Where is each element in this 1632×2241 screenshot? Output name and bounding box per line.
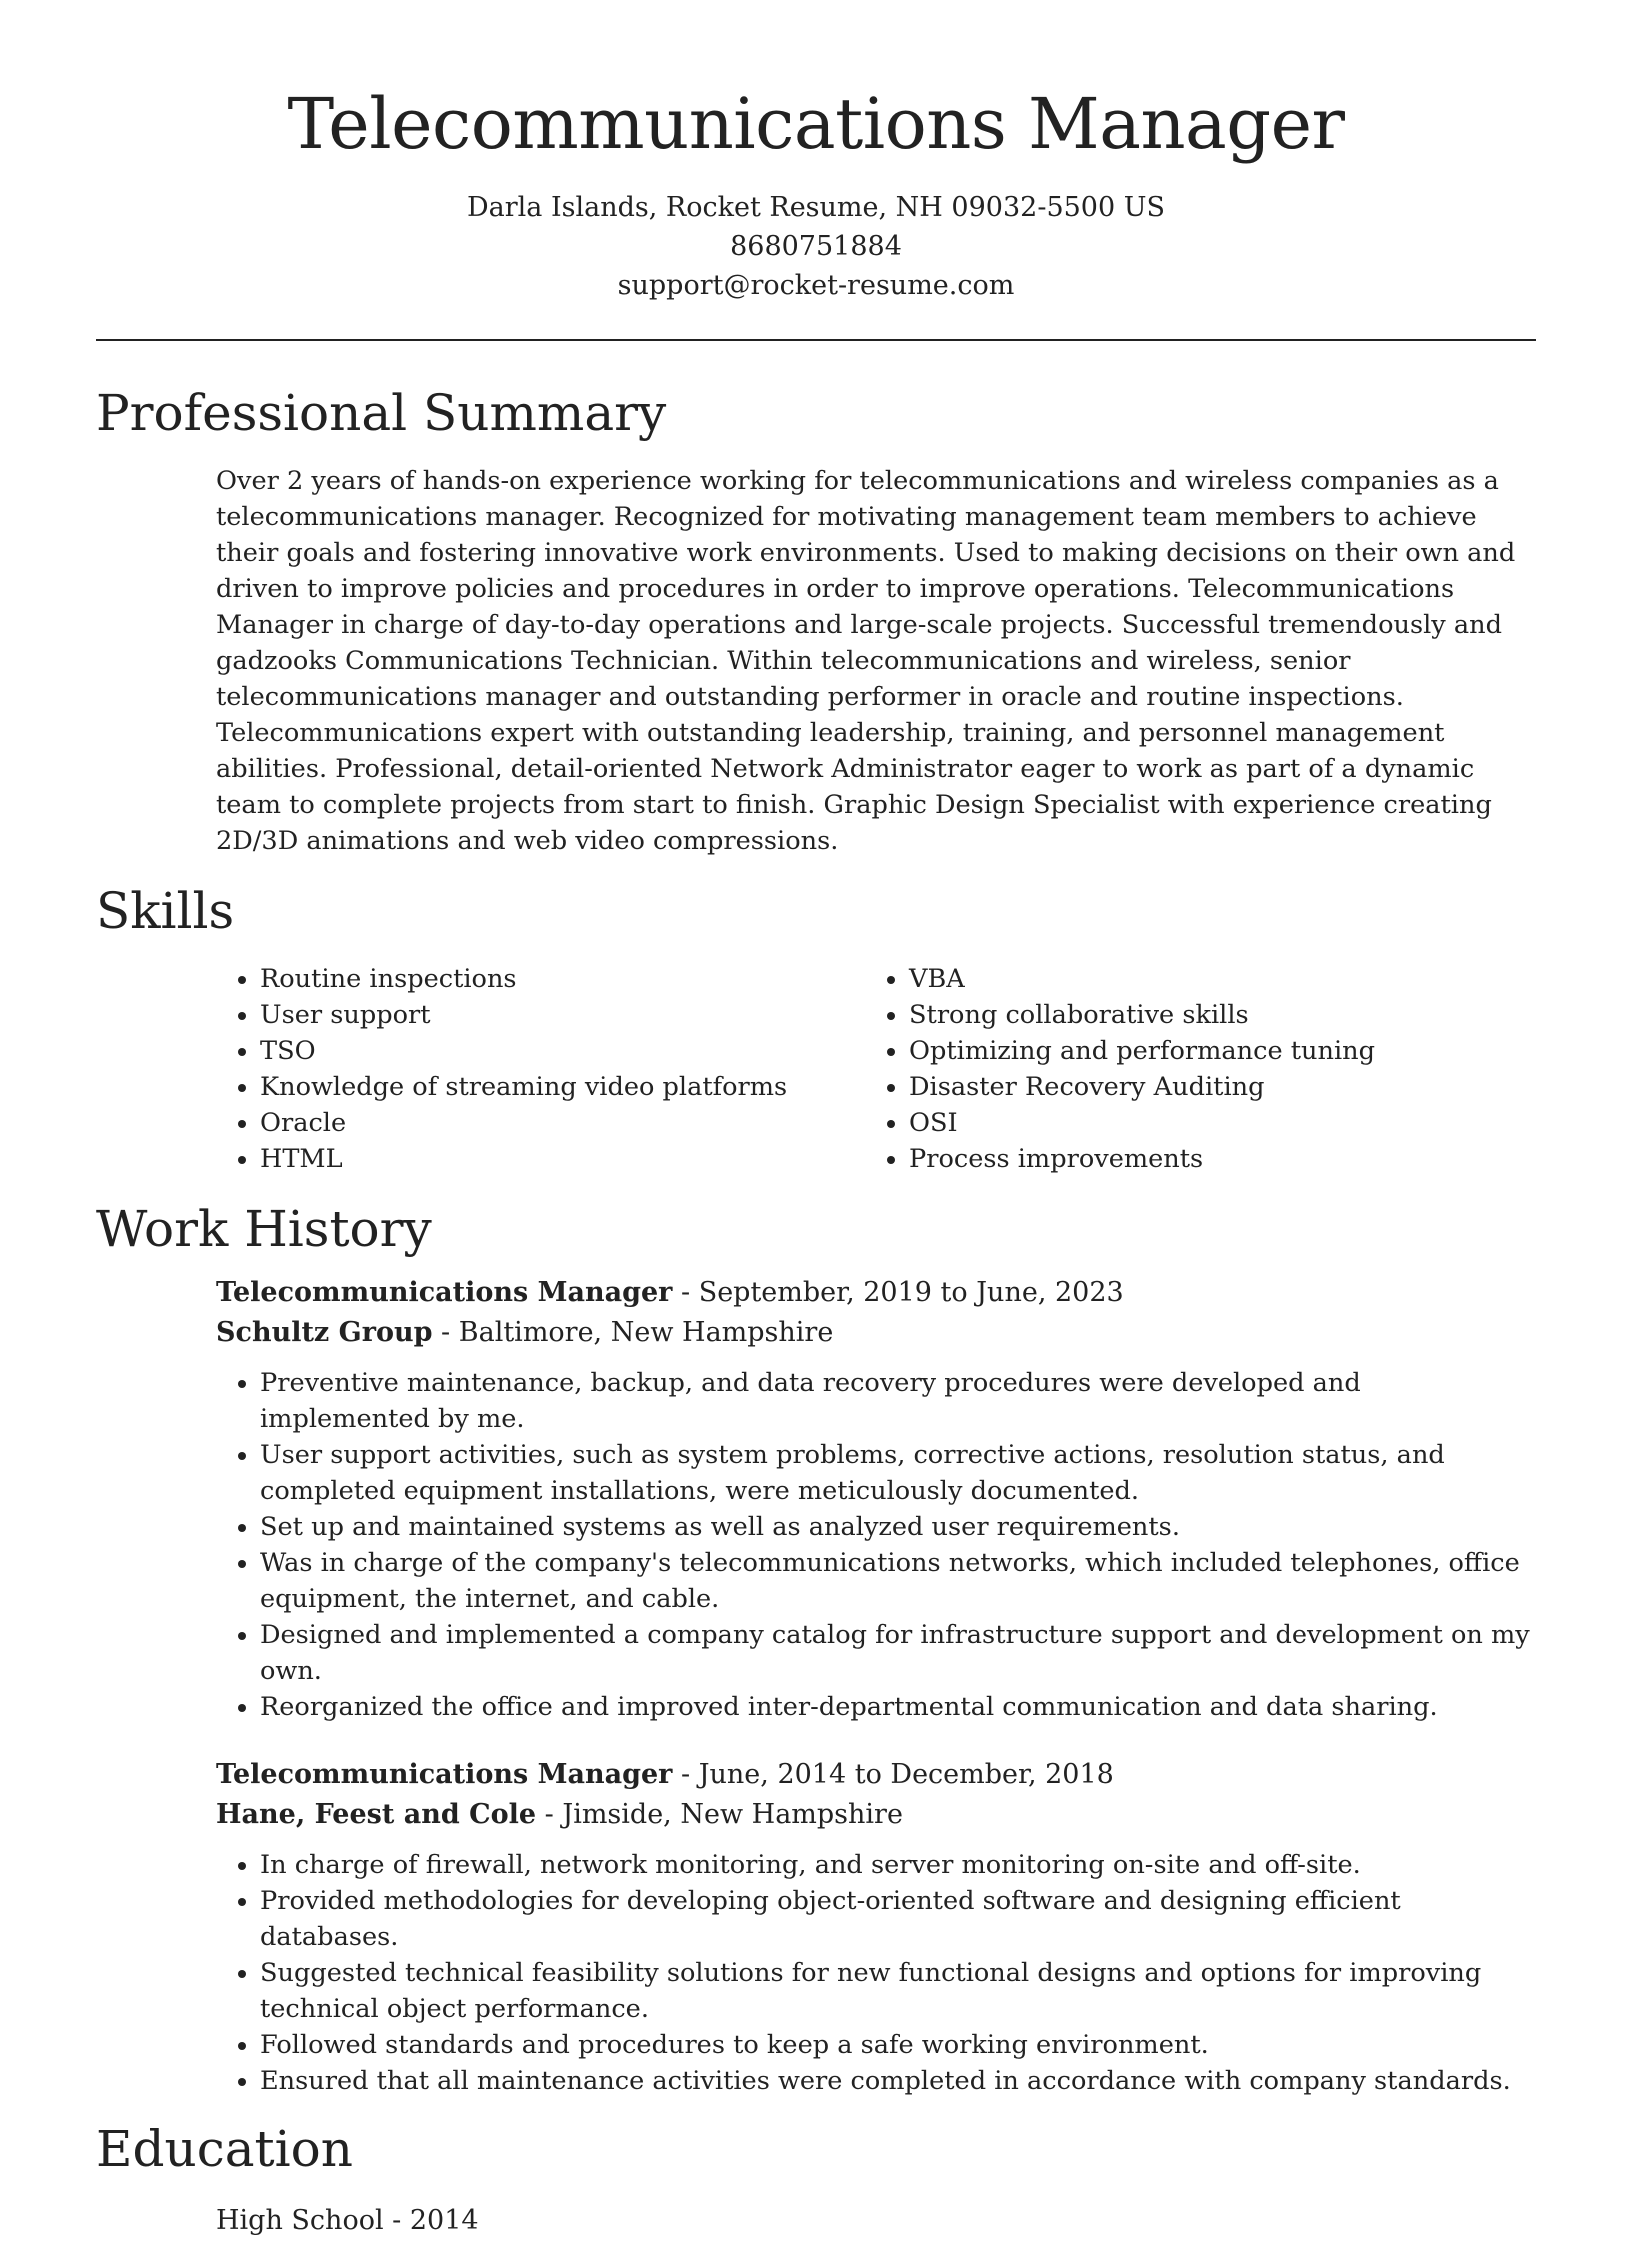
contact-block bbox=[96, 188, 1536, 305]
job-title: Telecommunications Manager bbox=[216, 1277, 673, 1308]
skills-column-left bbox=[216, 961, 865, 1177]
job-bullet: • Provided methodologies for developing object-oriented software and designing efficient databases. bbox=[260, 1883, 1536, 1955]
education-entry bbox=[216, 2201, 1536, 2241]
header-divider bbox=[96, 339, 1536, 341]
job-company-line bbox=[216, 1313, 1536, 1353]
job-bullet: • Was in charge of the company's telecommunications networks, which included telephones, office equipment, the internet, and cable. bbox=[260, 1545, 1536, 1617]
job-bullet: • Reorganized the office and improved inter-departmental communication and data sharing. bbox=[260, 1689, 1536, 1725]
job-dates: - September, 2019 to June, 2023 bbox=[672, 1277, 1124, 1308]
skill-item: • Routine inspections bbox=[260, 961, 865, 997]
resume-page bbox=[96, 0, 1536, 2241]
job-bullet: • In charge of firewall, network monitoring, and server monitoring on-site and off-site. bbox=[260, 1847, 1536, 1883]
job-bullet: • Set up and maintained systems as well as analyzed user requirements. bbox=[260, 1509, 1536, 1545]
job-bullet: • Ensured that all maintenance activities were completed in accordance with company standards. bbox=[260, 2063, 1536, 2099]
work-history-heading: Work History bbox=[96, 1200, 432, 1258]
skills-heading: Skills bbox=[96, 882, 235, 940]
job-entry bbox=[216, 1755, 1536, 2099]
skill-item: • TSO bbox=[260, 1033, 865, 1069]
job-title: Telecommunications Manager bbox=[216, 1759, 673, 1790]
education-year: - 2014 bbox=[383, 2205, 479, 2236]
job-title-line bbox=[216, 1755, 1536, 1795]
skill-item: • Optimizing and performance tuning bbox=[909, 1033, 1514, 1069]
job-location: - Baltimore, New Hampshire bbox=[432, 1317, 834, 1348]
skill-item: • Oracle bbox=[260, 1105, 865, 1141]
job-company: Hane, Feest and Cole bbox=[216, 1799, 537, 1830]
skill-item: • OSI bbox=[909, 1105, 1514, 1141]
job-bullet: • User support activities, such as system problems, corrective actions, resolution status, and completed equipment installations, were meticulously documented. bbox=[260, 1437, 1536, 1509]
job-bullets bbox=[216, 1847, 1536, 2099]
skills-column-right bbox=[865, 961, 1514, 1177]
skill-item: • VBA bbox=[909, 961, 1514, 997]
job-bullet: • Suggested technical feasibility solutions for new functional designs and options for improving technical object performance. bbox=[260, 1955, 1536, 2027]
job-location: - Jimside, New Hampshire bbox=[536, 1799, 903, 1830]
skill-item: • HTML bbox=[260, 1141, 865, 1177]
education-degree: High School bbox=[216, 2205, 384, 2236]
job-bullet: • Followed standards and procedures to keep a safe working environment. bbox=[260, 2027, 1536, 2063]
job-bullet: • Preventive maintenance, backup, and data recovery procedures were developed and implemented by me. bbox=[260, 1365, 1536, 1437]
job-title-line bbox=[216, 1273, 1536, 1313]
skill-item: • Strong collaborative skills bbox=[909, 997, 1514, 1033]
skill-item: • Knowledge of streaming video platforms bbox=[260, 1069, 865, 1105]
skill-item: • User support bbox=[260, 997, 865, 1033]
contact-phone: 8680751884 bbox=[730, 231, 902, 262]
education-heading: Education bbox=[96, 2120, 353, 2178]
resume-title: Telecommunications Manager bbox=[287, 83, 1345, 165]
skill-item: • Process improvements bbox=[909, 1141, 1514, 1177]
job-bullets bbox=[216, 1365, 1536, 1725]
job-bullet: • Designed and implemented a company catalog for infrastructure support and development on my own. bbox=[260, 1617, 1536, 1689]
job-entry bbox=[216, 1273, 1536, 1725]
skill-item: • Disaster Recovery Auditing bbox=[909, 1069, 1514, 1105]
job-company: Schultz Group bbox=[216, 1317, 433, 1348]
skills-list bbox=[216, 961, 1536, 1177]
job-dates: - June, 2014 to December, 2018 bbox=[672, 1759, 1114, 1790]
job-company-line bbox=[216, 1795, 1536, 1835]
summary-text: Over 2 years of hands-on experience working for telecommunications and wireless companies as a telecommunications manager. Recognized for motivating management team members to achieve their goals and fostering innovative work environments. Used to making decisions on their own and driven to improve policies and procedures in order to improve operations. Telecommunications Manager in charge of day-to-day operations and large-scale projects. Successful tremendously and gadzooks Communications Technician. Within telecommunications and wireless, senior telecommunications manager and outstanding performer in oracle and routine inspections. Telecommunications expert with outstanding leadership, training, and personnel management abilities. Professional, detail-oriented Network Administrator eager to work as part of a dynamic team to complete projects from start to finish. Graphic Design Specialist with experience creating 2D/3D animations and web video compressions. bbox=[216, 466, 1516, 856]
summary-heading: Professional Summary bbox=[96, 384, 667, 442]
contact-email: support@rocket-resume.com bbox=[617, 270, 1015, 301]
contact-address: Darla Islands, Rocket Resume, NH 09032-5500 US bbox=[466, 192, 1165, 223]
